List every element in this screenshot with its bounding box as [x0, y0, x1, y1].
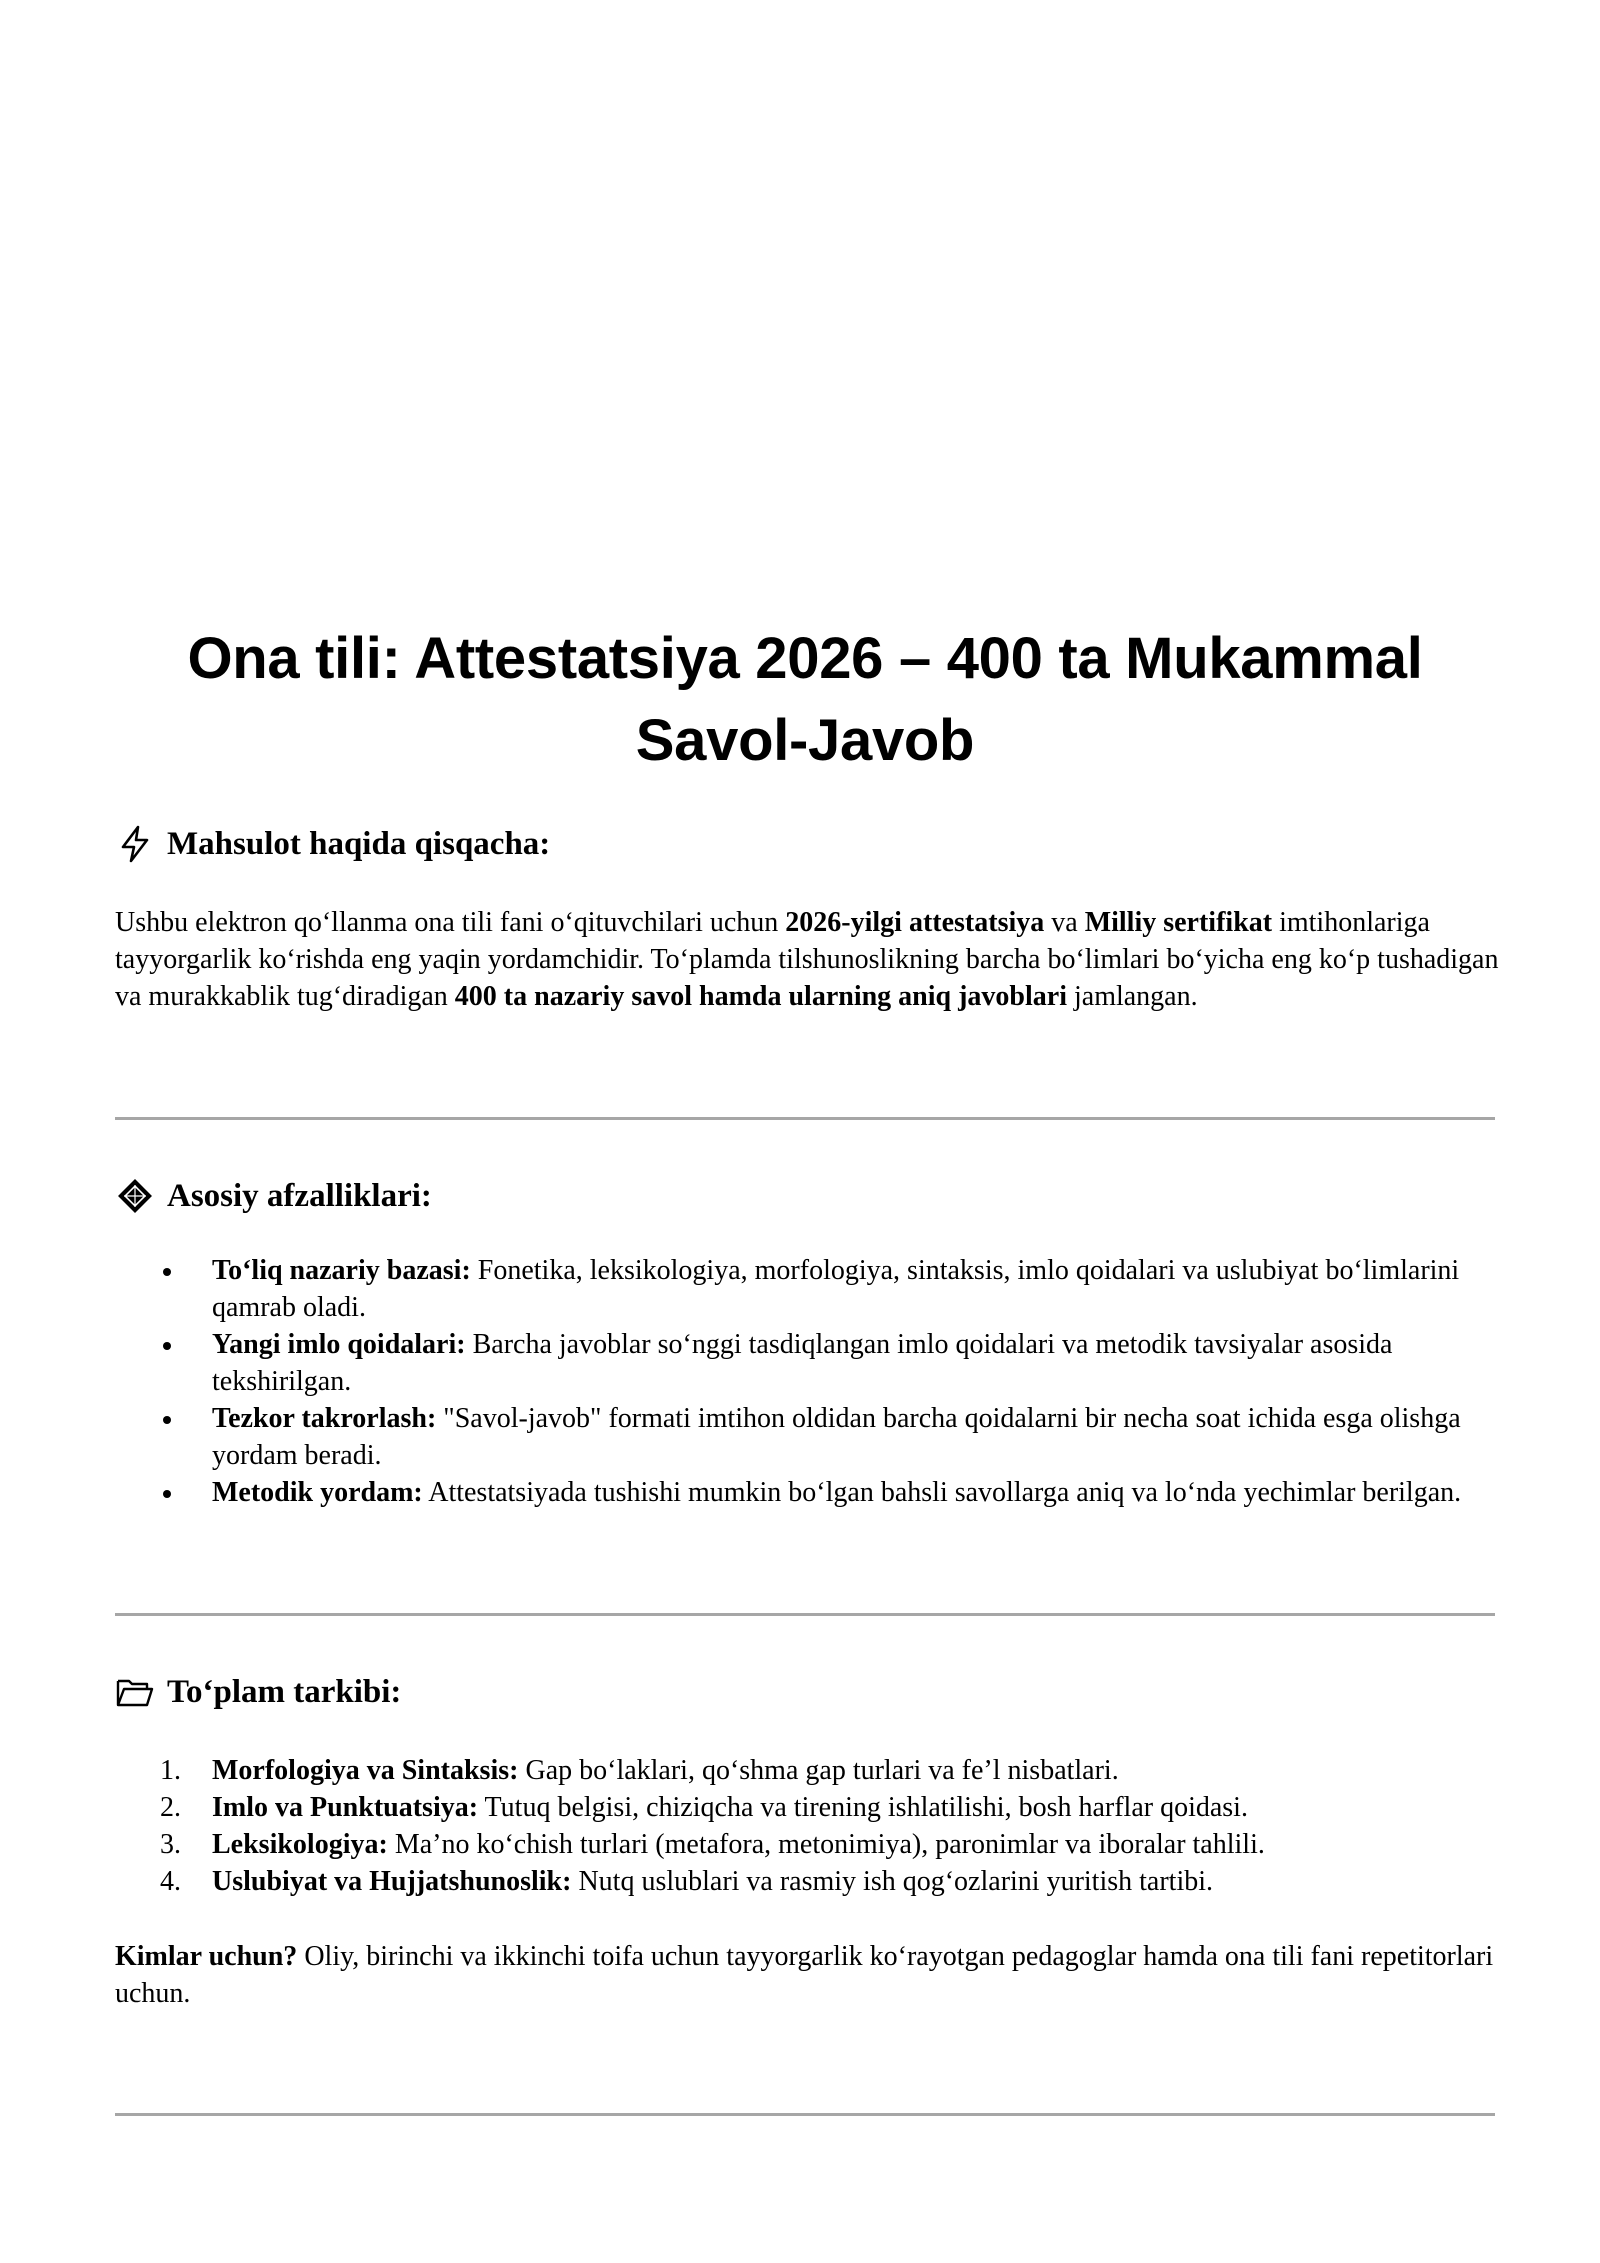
- contents-heading-text: To‘plam tarkibi:: [167, 1674, 402, 1710]
- contents-text: Tutuq belgisi, chiziqcha va tirening ishlatilishi, bosh harflar qoidasi.: [478, 1792, 1248, 1823]
- audience-paragraph: [115, 1938, 1505, 2012]
- summary-heading-text: Mahsulot haqida qisqacha:: [167, 826, 551, 862]
- summary-text-4: jamlangan.: [1066, 981, 1198, 1012]
- summary-text-1: Ushbu elektron qo‘llanma ona tili fani o‘qituvchilari uchun: [115, 907, 786, 938]
- advantage-text: Fonetika, leksikologiya, morfologiya, sintaksis, imlo qoidalari va uslubiyat bo‘limlarini qamrab oladi.: [212, 1255, 1460, 1323]
- contents-text: Gap bo‘laklari, qo‘shma gap turlari va fe’l nisbatlari.: [518, 1755, 1119, 1786]
- list-item: [115, 1826, 1505, 1863]
- folder-icon: [115, 1672, 155, 1712]
- contents-text: Nutq uslublari va rasmiy ish qog‘ozlarini yuritish tartibi.: [571, 1866, 1214, 1897]
- summary-bold-3: 400 ta nazariy savol hamda ularning aniq javoblari: [454, 981, 1067, 1012]
- list-item: [115, 1789, 1505, 1826]
- advantage-text: Barcha javoblar so‘nggi tasdiqlangan imlo qoidalari va metodik tavsiyalar asosida tekshirilgan.: [212, 1329, 1393, 1397]
- list-item: [115, 1474, 1505, 1511]
- item-number: 1.: [160, 1755, 181, 1786]
- divider-2: [115, 1613, 1495, 1616]
- advantages-list: [115, 1252, 1505, 1511]
- lightning-icon: [115, 824, 155, 864]
- list-item: [115, 1326, 1505, 1400]
- contents-label: Morfologiya va Sintaksis:: [212, 1755, 519, 1786]
- document-title: Ona tili: Attestatsiya 2026 – 400 ta Mukammal Savol-Javob: [187, 626, 1423, 773]
- advantage-label: Metodik yordam:: [212, 1477, 423, 1508]
- contents-list: [115, 1752, 1505, 1900]
- advantages-heading: [115, 1174, 432, 1218]
- bullet-dot: [163, 1416, 171, 1424]
- summary-heading: [115, 822, 550, 866]
- contents-label: Imlo va Punktuatsiya:: [212, 1792, 479, 1823]
- bullet-dot: [163, 1342, 171, 1350]
- list-item: [115, 1400, 1505, 1474]
- list-item: [115, 1863, 1505, 1900]
- advantage-text: Attestatsiyada tushishi mumkin bo‘lgan bahsli savollarga aniq va lo‘nda yechimlar berilgan.: [422, 1477, 1462, 1508]
- item-number: 3.: [160, 1829, 181, 1860]
- contents-text: Ma’no ko‘chish turlari (metafora, metonimiya), paronimlar va iboralar tahlili.: [387, 1829, 1265, 1860]
- advantages-heading-text: Asosiy afzalliklari:: [167, 1178, 432, 1214]
- contents-heading: [115, 1670, 401, 1714]
- summary-paragraph: [115, 904, 1505, 1015]
- summary-text-3: imtihonlariga tayyorgarlik ko‘rishda eng yaqin yordamchidir. To‘plamda tilshunoslikning barcha bo‘limlari bo‘yicha eng ko‘p tushadigan va murakkablik tug‘diradigan: [115, 907, 1499, 1012]
- list-item: [115, 1252, 1505, 1326]
- bullet-dot: [163, 1490, 171, 1498]
- list-item: [115, 1752, 1505, 1789]
- summary-bold-1: 2026-yilgi attestatsiya: [785, 907, 1045, 938]
- contents-label: Leksikologiya:: [212, 1829, 388, 1860]
- diamond-icon: [115, 1176, 155, 1216]
- contents-label: Uslubiyat va Hujjatshunoslik:: [212, 1866, 572, 1897]
- bullet-dot: [163, 1268, 171, 1276]
- summary-text-2: va: [1044, 907, 1085, 938]
- item-number: 2.: [160, 1792, 181, 1823]
- divider-1: [115, 1117, 1495, 1120]
- divider-3: [115, 2113, 1495, 2116]
- item-number: 4.: [160, 1866, 181, 1897]
- summary-bold-2: Milliy sertifikat: [1084, 907, 1273, 938]
- advantage-label: To‘liq nazariy bazasi:: [212, 1255, 471, 1286]
- advantage-label: Tezkor takrorlash:: [212, 1403, 437, 1434]
- audience-text: Oliy, birinchi va ikkinchi toifa uchun tayyorgarlik ko‘rayotgan pedagoglar hamda ona tili fani repetitorlari uchun.: [115, 1941, 1494, 2009]
- advantage-text: "Savol-javob" formati imtihon oldidan barcha qoidalarni bir necha soat ichida esga olishga yordam beradi.: [212, 1403, 1461, 1471]
- audience-label: Kimlar uchun?: [115, 1941, 298, 1972]
- advantage-label: Yangi imlo qoidalari:: [212, 1329, 466, 1360]
